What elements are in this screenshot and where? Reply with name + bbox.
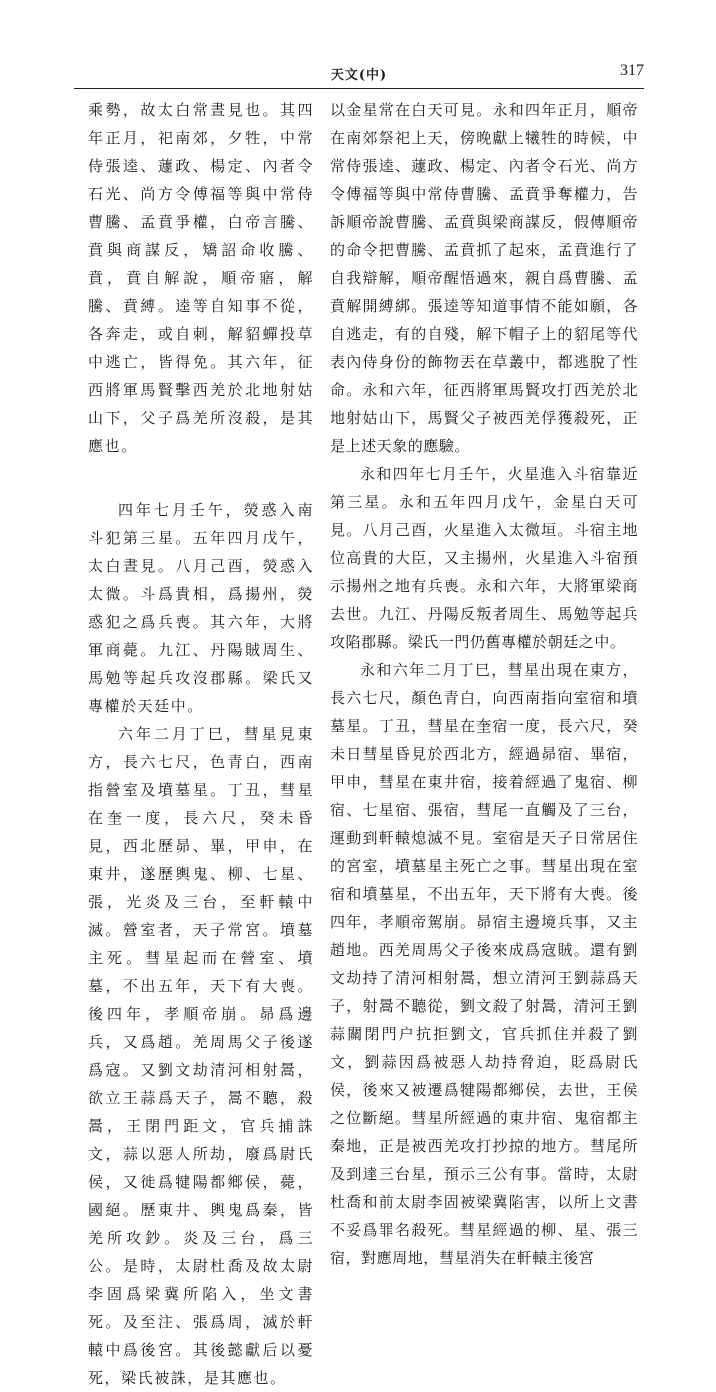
classical-paragraph-2: 四年七月壬午，熒惑入南斗犯第三星。五年四月戊午，太白晝見。八月己酉，熒惑入太微。斗爲貴相，爲揚州，熒惑犯之爲兵喪。其六年，大將軍商薨。九江、丹陽賊周生、馬勉等起兵攻沒郡縣。梁氏又專權於天廷中。 [88, 501, 314, 715]
classical-paragraph-3: 六年二月丁巳，彗星見東方，長六七尺，色青白，西南指營室及墳墓星。丁丑，彗星在奎一度，長六尺，癸未昏見，西北歷昴、畢，甲申，在東井，遂歷輿鬼、柳、七星、張，光炎及三台，至軒轅中滅。營室者，天子常宮。墳墓主死。彗星起而在營室、墳墓，不出五年，天下有大喪。後四年，孝順帝崩。昴爲邊兵，又爲趙。羌周馬父子後遂爲寇。又劉文劫清河相射暠，欲立王蒜爲天子，暠不聽，殺暠，王閉門距文，官兵捕誅文，蒜以惡人所劫，廢爲尉氏侯，又徙爲犍陽都鄉侯，薨，國絕。歷東井、輿鬼爲秦，皆羌所攻鈔。炎及三台，爲三公。是時，太尉杜喬及故太尉李固爲梁冀所陷入，坐文書死。及至注、張爲周，滅於軒轅中爲後宮。其後懿獻后以憂死，梁氏被誅，是其應也。 [88, 725, 314, 1387]
header-rule [74, 88, 644, 89]
translation-paragraph-2: 永和四年七月壬午，火星進入斗宿靠近第三星。永和五年四月戊午，金星白天可見。八月己酉，火星進入太微垣。斗宿主地位高貴的大臣，又主揚州，火星進入斗宿預示揚州之地有兵喪。永和六年，大將軍梁商去世。九江、丹陽反叛者周生、馬勉等起兵攻陷郡縣。梁氏一門仍舊專權於朝廷之中。 [330, 465, 638, 651]
chapter-title: 天文(中) [330, 68, 388, 83]
translation-paragraph-1: 以金星常在白天可見。永和四年正月，順帝在南郊祭祀上天，傍晚獻上犧牲的時候，中常侍張逵、蘧政、楊定、內者令石光、尚方令傅福等與中常侍曹騰、孟賁爭奪權力，告訴順帝說曹騰、孟賁與梁商謀反，假傳順帝的命令把曹騰、孟賁抓了起來，孟賁進行了自我辯解，順帝醒悟過來，親自爲曹騰、孟賁解開縛綁。張逵等知道事情不能如願，各自逃走，有的自殘，解下帽子上的貂尾等代表內侍身份的飾物丟在草叢中，都逃脫了性命。永和六年，征西將軍馬賢攻打西羌於北地射姑山下，馬賢父子被西羌俘獲殺死，正是上述天象的應驗。 [330, 101, 638, 455]
classical-text-column [88, 96, 314, 1392]
running-header [74, 60, 644, 86]
page-number: 317 [620, 62, 644, 79]
classical-paragraph-1: 乘勢，故太白常晝見也。其四年正月，祀南郊，夕牲，中常侍張逵、蘧政、楊定、內者令石光、尚方令傅福等與中常侍曹騰、孟賁爭權，白帝言騰、賁與商謀反，矯詔命收騰、賁，賁自解說，順帝寤，解騰、賁縛。逵等自知事不從，各奔走，或自刺，解貂蟬投草中逃亡，皆得免。其六年，征西將軍馬賢擊西羌於北地射姑山下，父子爲羌所沒殺，是其應也。 [88, 101, 314, 455]
translation-paragraph-3: 永和六年二月丁巳，彗星出現在東方，長六七尺，顏色青白，向西南指向室宿和墳墓星。丁丑，彗星在奎宿一度，長六尺，癸未日彗星昏見於西北方，經過昴宿、畢宿，甲申，彗星在東井宿，接着經過了鬼宿、柳宿、七星宿、張宿，彗尾一直觸及了三台，運動到軒轅熄滅不見。室宿是天子日常居住的宮室，墳墓星主死亡之事。彗星出現在室宿和墳墓星，不出五年，天下將有大喪。後四年，孝順帝駕崩。昴宿主邊境兵事，又主趙地。西羌周馬父子後來成爲寇賊。還有劉文劫持了清河相射暠，想立清河王劉蒜爲天子，射暠不聽從，劉文殺了射暠，清河王劉蒜關閉門户抗拒劉文，官兵抓住并殺了劉文，劉蒜因爲被惡人劫持脅迫，貶爲尉氏侯，後來又被遷爲犍陽都鄉侯，去世，王侯之位斷絕。彗星所經過的東井宿、鬼宿都主秦地，正是被西羌攻打抄掠的地方。彗尾所及到達三台星，預示三公有事。當時，太尉杜喬和前太尉李固被梁冀陷害，以所上文書不妥爲罪名殺死。彗星經過的柳、星、張三宿，對應周地，彗星消失在軒轅主後宮 [330, 661, 638, 1267]
vernacular-translation-column [330, 96, 638, 1272]
